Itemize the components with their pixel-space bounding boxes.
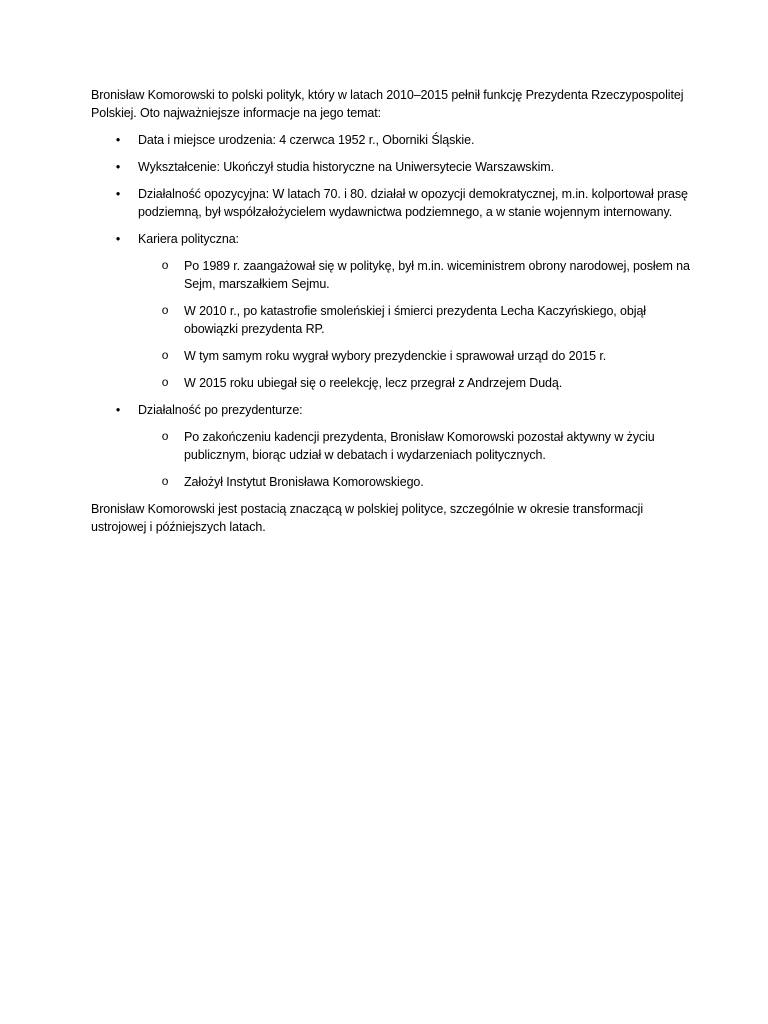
bullet-icon: •: [115, 232, 121, 246]
circle-bullet-icon: o: [161, 349, 169, 363]
conclusion-paragraph: Bronisław Komorowski jest postacią znaczącą w polskiej polityce, szczególnie w okresie transformacji ustrojowej i późniejszych latach.: [91, 502, 644, 534]
sub-list-item: [138, 257, 691, 293]
list-item-text: Działalność opozycyjna: W latach 70. i 80. działał w opozycji demokratycznej, m.in. kolportował prasę podziemną, był współzałożycielem wydawnictwa podziemnego, a w stanie wojennym internowany.: [138, 187, 688, 219]
sub-list: [138, 257, 691, 392]
circle-bullet-icon: o: [161, 304, 169, 318]
bullet-icon: •: [115, 160, 121, 174]
document-body: [91, 86, 691, 545]
list-item-post-presidency: [91, 401, 691, 491]
circle-bullet-icon: o: [161, 376, 169, 390]
sub-list-item: [138, 347, 691, 365]
list-item-opposition: [91, 185, 691, 221]
circle-bullet-icon: o: [161, 475, 169, 489]
list-item-text: Kariera polityczna:: [138, 232, 239, 246]
sub-list-item-text: W 2015 roku ubiegał się o reelekcję, lecz przegrał z Andrzejem Dudą.: [184, 376, 563, 390]
sub-list-item: [138, 302, 691, 338]
list-item-text: Działalność po prezydenturze:: [138, 403, 303, 417]
bullet-list: [91, 131, 691, 491]
sub-list-item: [138, 473, 691, 491]
list-item-political-career: [91, 230, 691, 392]
intro-paragraph: Bronisław Komorowski to polski polityk, który w latach 2010–2015 pełnił funkcję Prezydenta Rzeczypospolitej Polskiej. Oto najważniejsze informacje na jego temat:: [91, 88, 684, 120]
list-item-education: [91, 158, 691, 176]
sub-list-item-text: Po 1989 r. zaangażował się w politykę, był m.in. wiceministrem obrony narodowej, posłem na Sejm, marszałkiem Sejmu.: [184, 259, 690, 291]
list-item-birth: [91, 131, 691, 149]
sub-list-item-text: W 2010 r., po katastrofie smoleńskiej i śmierci prezydenta Lecha Kaczyńskiego, objął obowiązki prezydenta RP.: [184, 304, 646, 336]
sub-list-item-text: W tym samym roku wygrał wybory prezydenckie i sprawował urząd do 2015 r.: [184, 349, 607, 363]
sub-list-item-text: Po zakończeniu kadencji prezydenta, Bronisław Komorowski pozostał aktywny w życiu publicznym, biorąc udział w debatach i wydarzeniach politycznych.: [184, 430, 655, 462]
sub-list-item-text: Założył Instytut Bronisława Komorowskiego.: [184, 475, 424, 489]
sub-list-item: [138, 374, 691, 392]
bullet-icon: •: [115, 187, 121, 201]
list-item-text: Data i miejsce urodzenia: 4 czerwca 1952 r., Oborniki Śląskie.: [138, 133, 475, 147]
circle-bullet-icon: o: [161, 430, 169, 444]
bullet-icon: •: [115, 133, 121, 147]
sub-list-item: [138, 428, 691, 464]
circle-bullet-icon: o: [161, 259, 169, 273]
list-item-text: Wykształcenie: Ukończył studia historyczne na Uniwersytecie Warszawskim.: [138, 160, 554, 174]
bullet-icon: •: [115, 403, 121, 417]
sub-list: [138, 428, 691, 491]
